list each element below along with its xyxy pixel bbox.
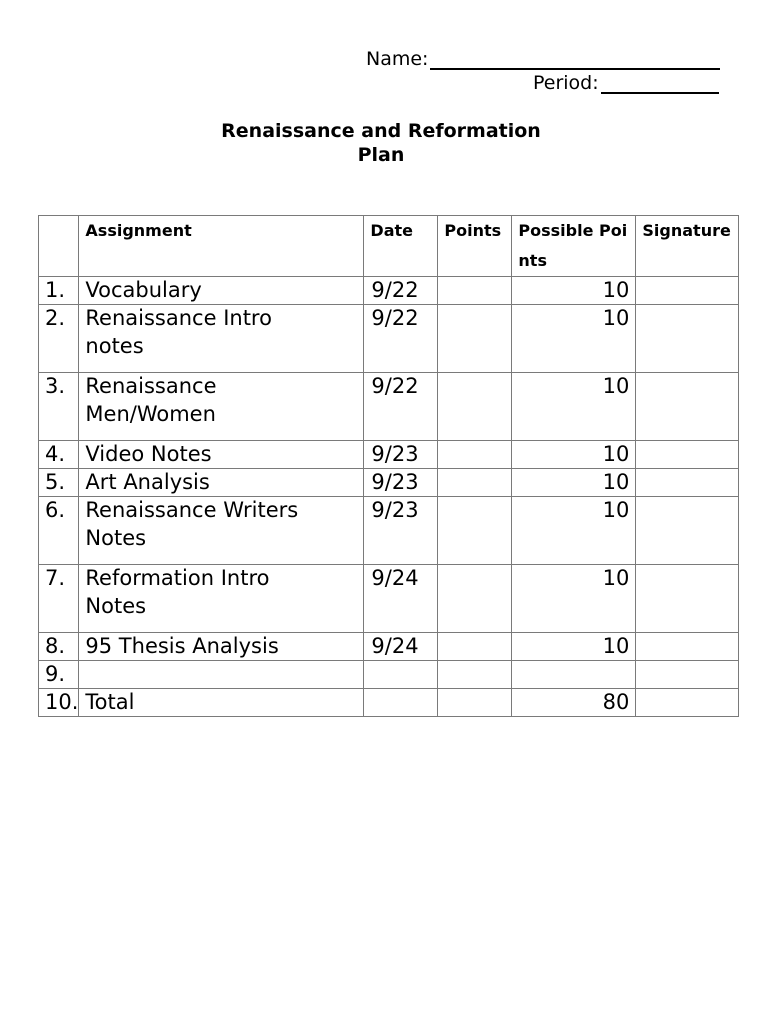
points-cell[interactable] — [438, 565, 512, 633]
signature-cell[interactable] — [636, 441, 739, 469]
row-number: 1. — [39, 277, 79, 305]
possible-points-cell: 10 — [512, 469, 636, 497]
points-cell[interactable] — [438, 373, 512, 441]
date-cell: 9/24 — [364, 565, 438, 633]
assignment-name: Vocabulary — [85, 278, 202, 302]
points-cell[interactable] — [438, 633, 512, 661]
header-signature: Signature — [636, 216, 739, 277]
assignment-cell — [79, 661, 364, 689]
signature-cell[interactable] — [636, 277, 739, 305]
possible-points-cell: 10 — [512, 633, 636, 661]
row-number: 10. — [39, 689, 79, 717]
table-header-row — [39, 216, 739, 277]
table-row — [39, 497, 739, 565]
date-cell: 9/23 — [364, 497, 438, 565]
assignment-name: 95 Thesis Analysis — [85, 634, 279, 658]
row-number: 6. — [39, 497, 79, 565]
date-cell — [364, 661, 438, 689]
document-title-line-2: Plan — [357, 144, 405, 166]
table-row — [39, 661, 739, 689]
assignment-name-continued: Men/Women — [85, 402, 216, 426]
points-cell[interactable] — [438, 497, 512, 565]
table-row — [39, 373, 739, 441]
points-cell[interactable] — [438, 661, 512, 689]
assignment-cell — [79, 689, 364, 717]
table-row — [39, 441, 739, 469]
assignment-cell — [79, 565, 364, 633]
points-cell[interactable] — [438, 441, 512, 469]
assignment-cell — [79, 373, 364, 441]
assignment-name: Art Analysis — [85, 470, 210, 494]
points-cell[interactable] — [438, 305, 512, 373]
assignment-cell — [79, 305, 364, 373]
assignment-plan-table — [38, 215, 739, 717]
possible-points-cell: 10 — [512, 305, 636, 373]
points-cell[interactable] — [438, 277, 512, 305]
row-number: 3. — [39, 373, 79, 441]
row-number: 5. — [39, 469, 79, 497]
signature-cell[interactable] — [636, 469, 739, 497]
assignment-cell — [79, 277, 364, 305]
assignment-name: Video Notes — [85, 442, 212, 466]
header-assignment: Assignment — [79, 216, 364, 277]
possible-points-cell: 10 — [512, 373, 636, 441]
row-number: 4. — [39, 441, 79, 469]
date-cell: 9/23 — [364, 441, 438, 469]
period-field[interactable] — [533, 72, 719, 94]
signature-cell[interactable] — [636, 305, 739, 373]
date-cell: 9/22 — [364, 373, 438, 441]
points-cell[interactable] — [438, 689, 512, 717]
assignment-name-continued: notes — [85, 334, 144, 358]
document-title-line-1: Renaissance and Reformation — [221, 120, 541, 142]
table-row — [39, 565, 739, 633]
date-cell: 9/22 — [364, 277, 438, 305]
header-date: Date — [364, 216, 438, 277]
row-number: 7. — [39, 565, 79, 633]
row-number: 8. — [39, 633, 79, 661]
row-number: 2. — [39, 305, 79, 373]
table-row — [39, 689, 739, 717]
signature-cell[interactable] — [636, 689, 739, 717]
signature-cell[interactable] — [636, 661, 739, 689]
header-number-cell — [39, 216, 79, 277]
assignment-cell — [79, 469, 364, 497]
possible-points-cell: 80 — [512, 689, 636, 717]
possible-points-cell: 10 — [512, 565, 636, 633]
assignment-name: Renaissance Writers — [85, 498, 299, 522]
points-cell[interactable] — [438, 469, 512, 497]
name-blank-line[interactable] — [430, 48, 720, 70]
table-row — [39, 277, 739, 305]
period-blank-line[interactable] — [601, 72, 719, 94]
date-cell: 9/22 — [364, 305, 438, 373]
header-possible-points: Possible Points — [512, 216, 636, 277]
possible-points-cell — [512, 661, 636, 689]
table-row — [39, 305, 739, 373]
assignment-name-continued: Notes — [85, 526, 147, 550]
signature-cell[interactable] — [636, 373, 739, 441]
assignment-cell — [79, 633, 364, 661]
table-row — [39, 633, 739, 661]
assignment-name-continued: Notes — [85, 594, 147, 618]
assignment-name: Renaissance — [85, 374, 217, 398]
header-points: Points — [438, 216, 512, 277]
possible-points-cell: 10 — [512, 277, 636, 305]
assignment-name: Total — [85, 690, 135, 714]
signature-cell[interactable] — [636, 497, 739, 565]
row-number: 9. — [39, 661, 79, 689]
possible-points-cell: 10 — [512, 497, 636, 565]
assignment-name: Renaissance Intro — [85, 306, 272, 330]
date-cell — [364, 689, 438, 717]
signature-cell[interactable] — [636, 565, 739, 633]
possible-points-cell: 10 — [512, 441, 636, 469]
date-cell: 9/24 — [364, 633, 438, 661]
name-field[interactable] — [366, 48, 720, 70]
assignment-name: Reformation Intro — [85, 566, 270, 590]
assignment-cell — [79, 441, 364, 469]
table-row — [39, 469, 739, 497]
assignment-cell — [79, 497, 364, 565]
period-label: Period: — [533, 72, 599, 94]
signature-cell[interactable] — [636, 633, 739, 661]
name-label: Name: — [366, 48, 429, 70]
date-cell: 9/23 — [364, 469, 438, 497]
